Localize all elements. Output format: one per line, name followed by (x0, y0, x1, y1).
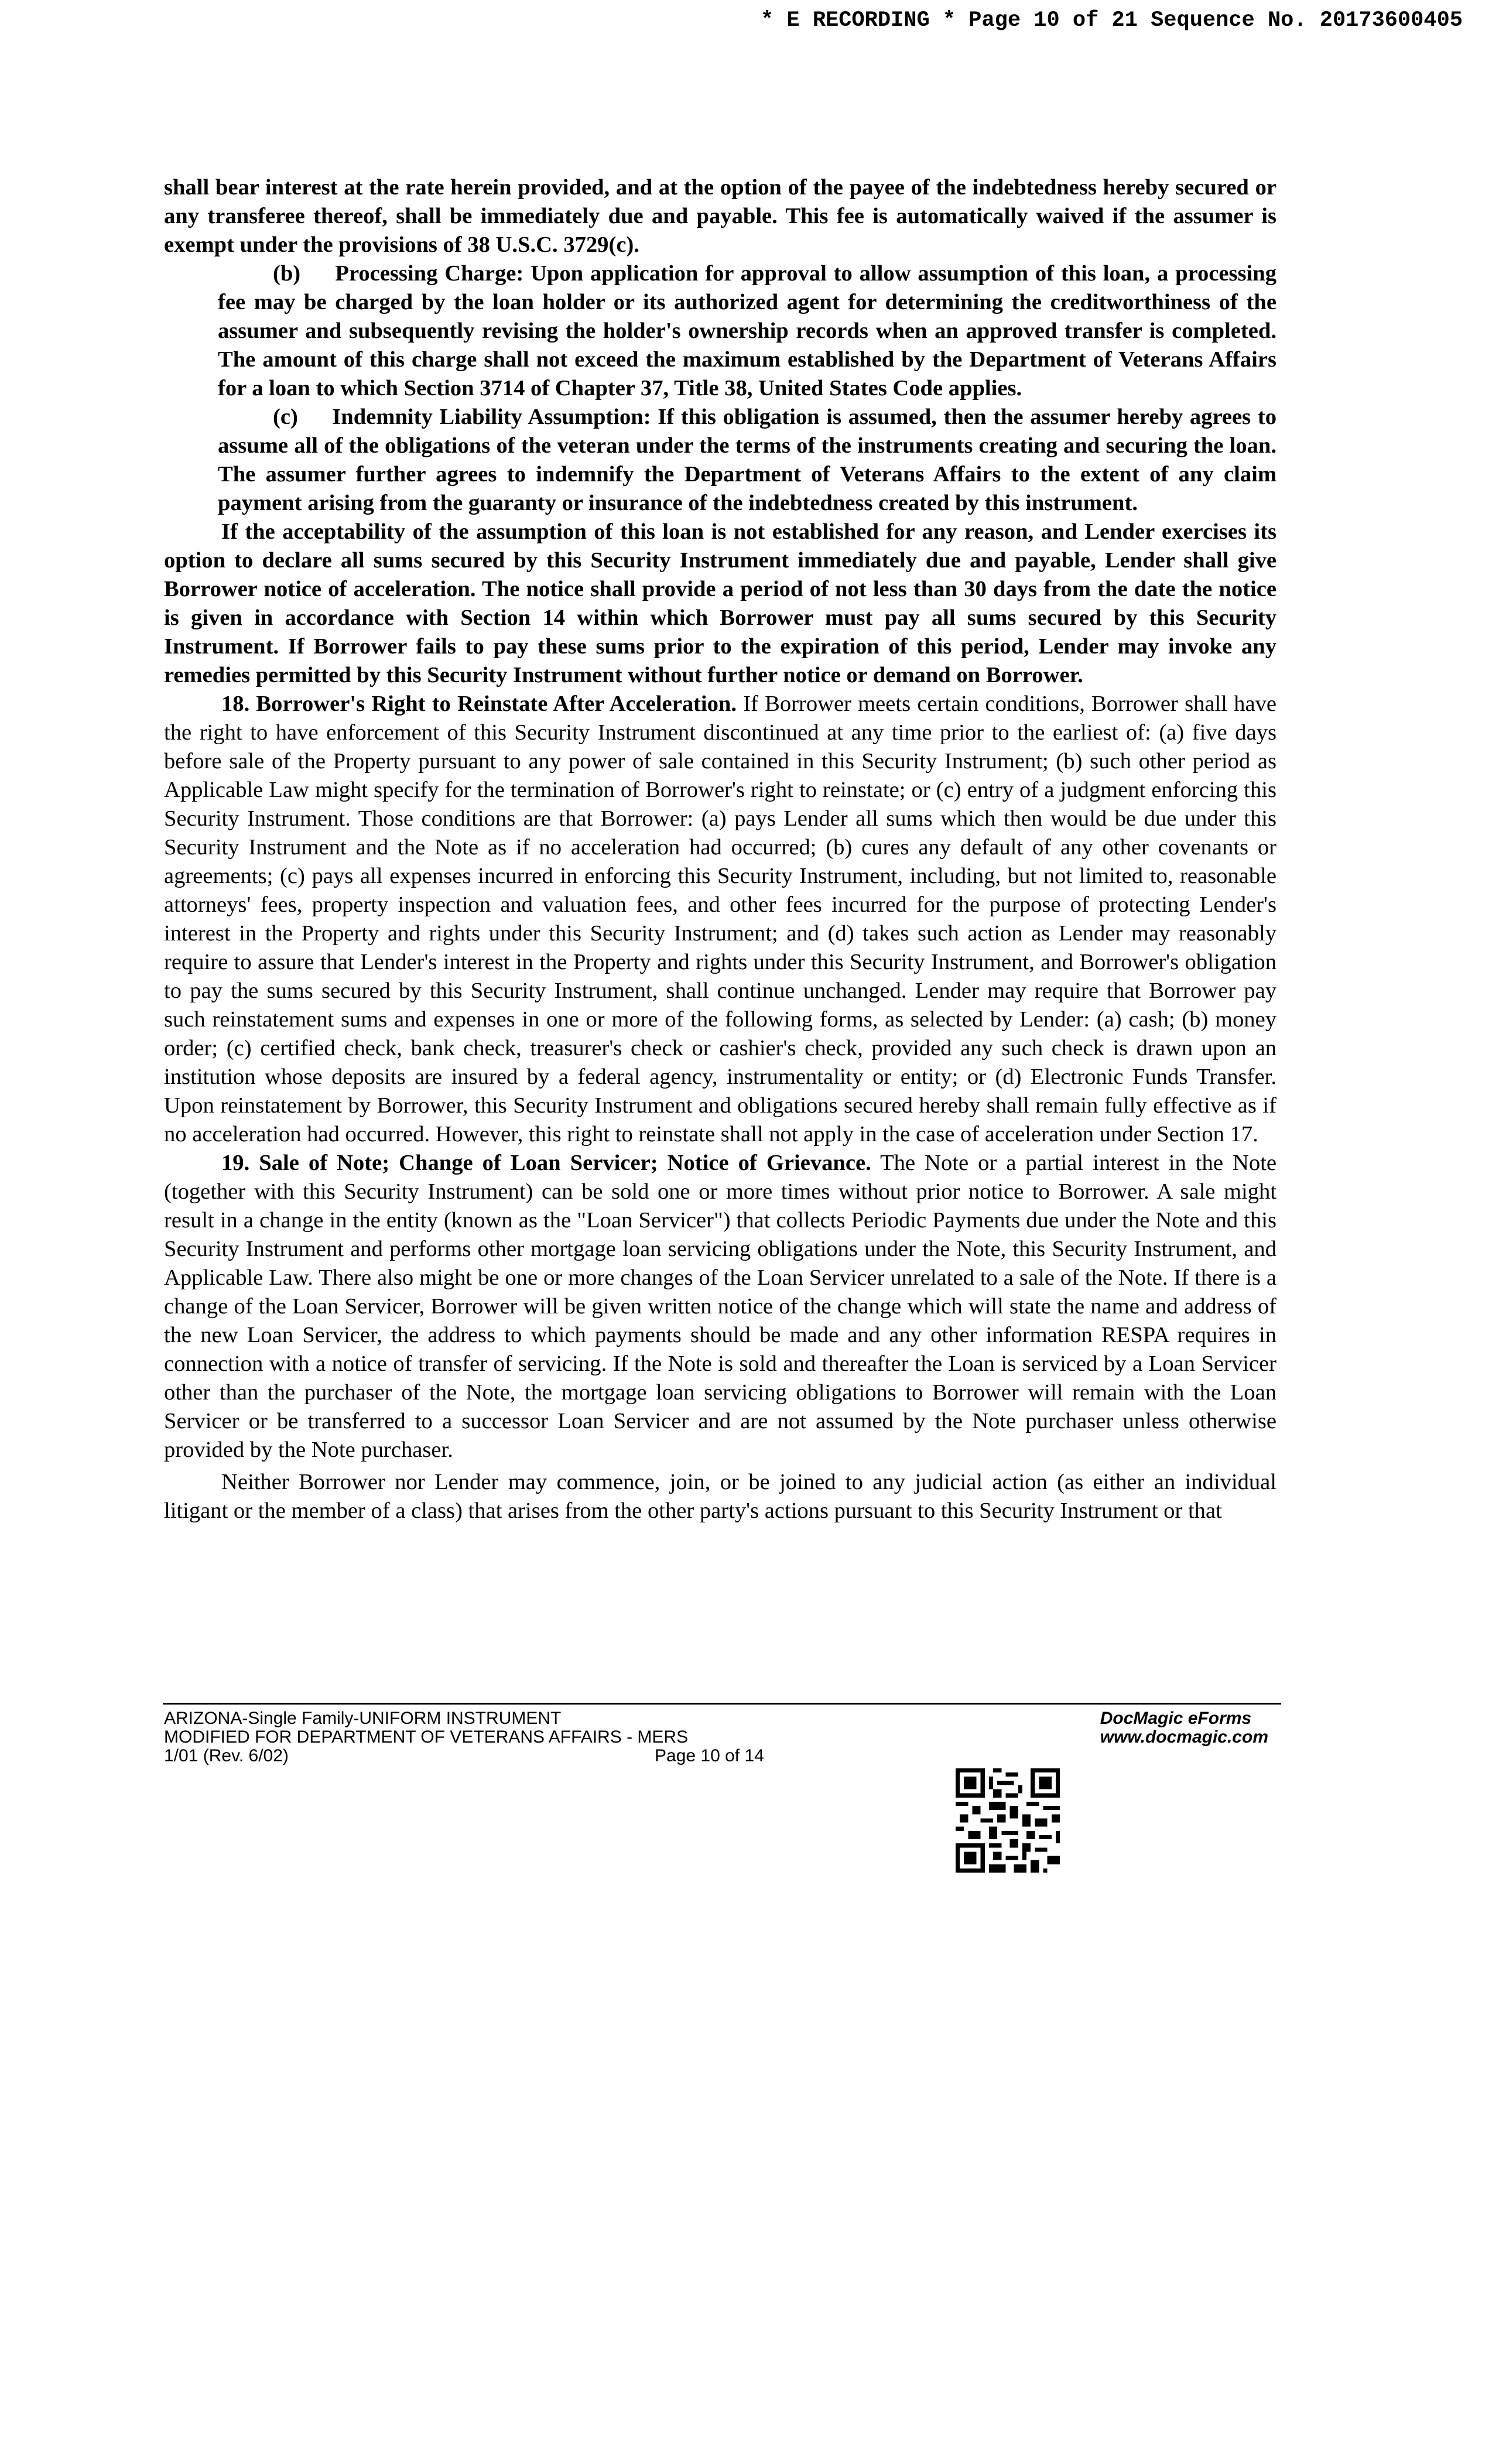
recording-header: * E RECORDING * Page 10 of 21 Sequence No. 20173600405 (761, 8, 1463, 33)
section-18-reinstate (164, 690, 1276, 1149)
document-body (164, 173, 1276, 1525)
footer-brand-name: DocMagic eForms (1100, 1709, 1252, 1728)
paragraph-indemnity-liability: (c) Indemnity Liability Assumption: If this obligation is assumed, then the assumer hereby agrees to assume all of the obligations of the veteran under the terms of the instruments creating and securing the loan. The assumer further agrees to indemnify the Department of Veterans Affairs to the extent of any claim payment arising from the guaranty or insurance of the indebtedness created by this instrument. (218, 405, 1276, 515)
footer-brand-url: www.docmagic.com (1100, 1727, 1268, 1747)
section-18-heading: 18. Borrower's Right to Reinstate After Acceleration. (221, 692, 737, 716)
section-19-heading: 19. Sale of Note; Change of Loan Servicer; Notice of Grievance. (221, 1151, 871, 1175)
section-19-text: The Note or a partial interest in the Note (together with this Security Instrument) can be sold one or more times without prior notice to Borrower. A sale might result in a change in the entity (known as the "Loan Servicer") that collects Periodic Payments due under the Note and this Security Instrument and performs other mortgage loan servicing obligations under the Note, this Security Instrument, and Applicable Law. There also might be one or more changes of the Loan Servicer unrelated to a sale of the Note. If there is a change of the Loan Servicer, Borrower will be given written notice of the change which will state the name and address of the new Loan Servicer, the address to which payments should be made and any other information RESPA requires in connection with a notice of transfer of servicing. If the Note is sold and thereafter the Loan is serviced by a Loan Servicer other than the purchaser of the Note, the mortgage loan servicing obligations to Borrower will remain with the Loan Servicer or be transferred to a successor Loan Servicer and are not assumed by the Note purchaser unless otherwise provided by the Note purchaser. (164, 1151, 1276, 1462)
footer-form-info (164, 1709, 785, 1765)
footer-form-title: ARIZONA-Single Family-UNIFORM INSTRUMENT (164, 1709, 562, 1728)
paragraph-judicial-action: Neither Borrower nor Lender may commence, join, or be joined to any judicial action (as either an individual litigant or the member of a class) that arises from the other party's actions pursuant to this Security Instrument or that (164, 1470, 1276, 1523)
page-footer (163, 1703, 1281, 1765)
footer-brand (1100, 1709, 1268, 1747)
paragraph-processing-charge: (b) Processing Charge: Upon application for approval to allow assumption of this loan, a processing fee may be charged by the loan holder or its authorized agent for determining the creditworthiness of the assumer and subsequently revising the holder's ownership records when an approved transfer is completed. The amount of this charge shall not exceed the maximum established by the Department of Veterans Affairs for a loan to which Section 3714 of Chapter 37, Title 38, United States Code applies. (218, 261, 1276, 401)
section-19-sale-of-note (164, 1149, 1276, 1464)
paragraph-fee-continuation: shall bear interest at the rate herein provided, and at the option of the payee of the indebtedness hereby secured or any transferee thereof, shall be immediately due and payable. This fee is automatically waived if the assumer is exempt under the provisions of 38 U.S.C. 3729(c). (164, 175, 1276, 257)
section-18-text: If Borrower meets certain conditions, Borrower shall have the right to have enforcement of this Security Instrument discontinued at any time prior to the earliest of: (a) five days before sale of the Property pursuant to any power of sale contained in this Security Instrument; (b) such other period as Applicable Law might specify for the termination of Borrower's right to reinstate; or (c) entry of a judgment enforcing this Security Instrument. Those conditions are that Borrower: (a) pays Lender all sums which then would be due under this Security Instrument and the Note as if no acceleration had occurred; (b) cures any default of any other covenants or agreements; (c) pays all expenses incurred in enforcing this Security Instrument, including, but not limited to, reasonable attorneys' fees, property inspection and valuation fees, and other fees incurred for the purpose of protecting Lender's interest in the Property and rights under this Security Instrument; and (d) takes such action as Lender may reasonably require to assure that Lender's interest in the Property and rights under this Security Instrument, and Borrower's obligation to pay the sums secured by this Security Instrument, shall continue unchanged. Lender may require that Borrower pay such reinstatement sums and expenses in one or more of the following forms, as selected by Lender: (a) cash; (b) money order; (c) certified check, bank check, treasurer's check or cashier's check, provided any such check is drawn upon an institution whose deposits are insured by a federal agency, instrumentality or entity; or (d) Electronic Funds Transfer. Upon reinstatement by Borrower, this Security Instrument and obligations secured hereby shall remain fully effective as if no acceleration had occurred. However, this right to reinstate shall not apply in the case of acceleration under Section 17. (164, 692, 1276, 1147)
paragraph-assumption-acceleration: If the acceptability of the assumption of this loan is not established for any reason, and Lender exercises its option to declare all sums secured by this Security Instrument immediately due and payable, Lender shall give Borrower notice of acceleration. The notice shall provide a period of not less than 30 days from the date the notice is given in accordance with Section 14 within which Borrower must pay all sums secured by this Security Instrument. If Borrower fails to pay these sums prior to the expiration of this period, Lender may invoke any remedies permitted by this Security Instrument without further notice or demand on Borrower. (164, 519, 1276, 687)
footer-page-number: Page 10 of 14 (655, 1746, 764, 1765)
barcode-icon (956, 1768, 1060, 1873)
footer-revision: 1/01 (Rev. 6/02) (164, 1746, 289, 1765)
footer-form-modification: MODIFIED FOR DEPARTMENT OF VETERANS AFFAIRS - MERS (164, 1727, 689, 1747)
footer-revision-row (164, 1747, 785, 1765)
